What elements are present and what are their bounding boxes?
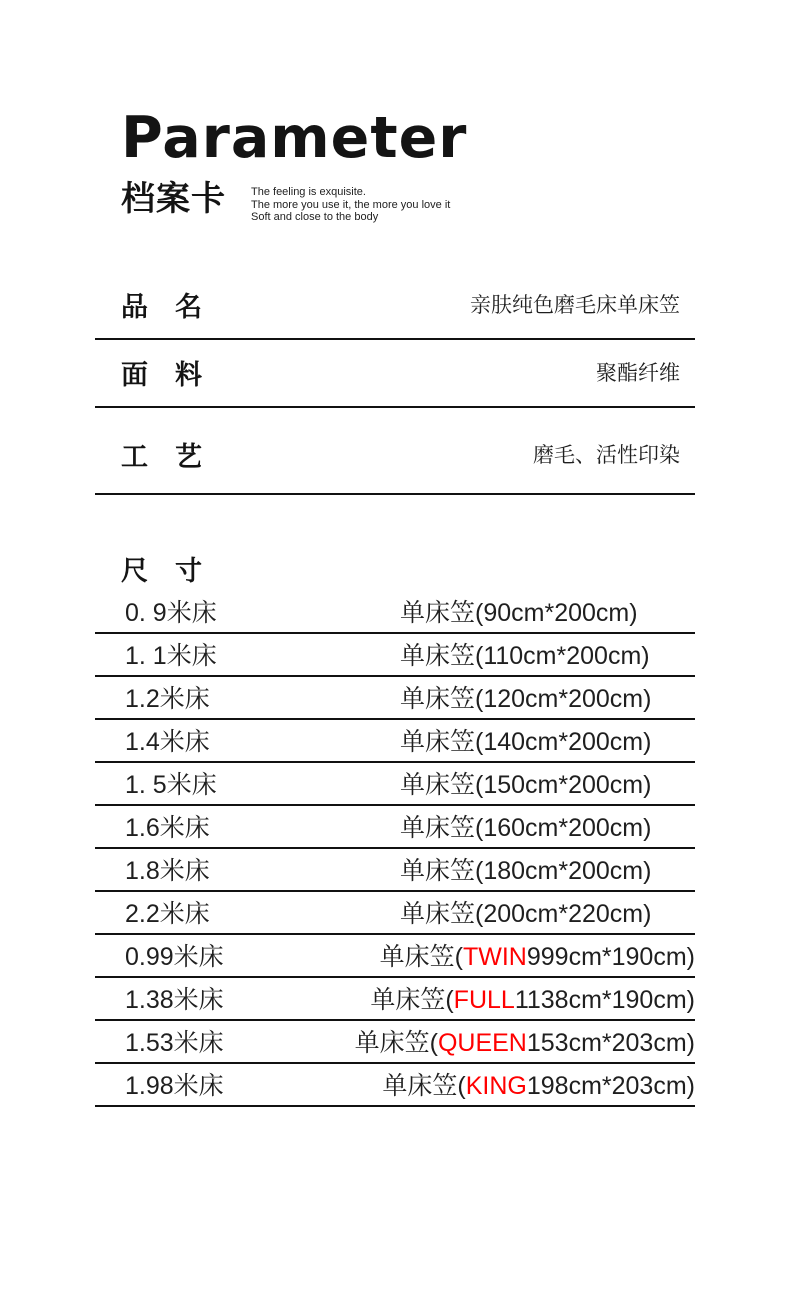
sheet-size-dimensions: 150cm*200cm): [483, 771, 652, 799]
sheet-size: [400, 894, 651, 930]
sheet-size-prefix: 单床笠(: [400, 814, 484, 842]
sheet-size-prefix: 单床笠(: [379, 943, 463, 971]
sheet-size-prefix: 单床笠(: [400, 771, 484, 799]
size-row: [95, 1064, 695, 1107]
bed-size: 0.99米床: [125, 943, 224, 971]
sheet-size: [400, 765, 651, 801]
sheet-size-dimensions: 90cm*200cm): [483, 599, 638, 627]
bed-size: 0. 9米床: [125, 599, 217, 627]
sheet-size-dimensions: 180cm*200cm): [483, 857, 652, 885]
sheet-size-dimensions: 110cm*200cm): [483, 642, 650, 670]
size-row: [95, 849, 695, 892]
sheet-size-prefix: 单床笠(: [354, 1029, 438, 1057]
bed-size: 1.98米床: [125, 1072, 224, 1100]
size-row: [95, 892, 695, 935]
sheet-size-dimensions: 200cm*220cm): [483, 900, 652, 928]
sheet-size-dimensions: 160cm*200cm): [483, 814, 652, 842]
sheet-size-prefix: 单床笠(: [400, 642, 484, 670]
sheet-size-dimensions: 153cm*203cm): [526, 1029, 695, 1057]
sheet-size-dimensions: 198cm*203cm): [526, 1072, 695, 1100]
parameter-card: [95, 0, 695, 1107]
tagline-line-1: The feeling is exquisite.: [251, 186, 366, 198]
sheet-size-dimensions: 120cm*200cm): [483, 685, 652, 713]
spec-row-product-name: [95, 272, 695, 340]
sheet-size-highlight: QUEEN: [437, 1029, 527, 1057]
size-row: [95, 720, 695, 763]
sheet-size-prefix: 单床笠(: [400, 685, 484, 713]
spec-value: 亲肤纯色磨毛床单床笠: [470, 294, 680, 317]
sheet-size-highlight: KING: [465, 1072, 527, 1100]
sheet-size-dimensions: 140cm*200cm): [483, 728, 652, 756]
spec-row-craft: [95, 408, 695, 495]
bed-size: 1.38米床: [125, 986, 224, 1014]
sheet-size: [400, 722, 651, 758]
bed-size: 1. 5米床: [125, 771, 217, 799]
sheet-size: [400, 679, 651, 715]
sheet-size-prefix: 单床笠(: [370, 986, 454, 1014]
size-section-title: 尺 寸: [121, 555, 202, 586]
sheet-size-prefix: 单床笠(: [400, 857, 484, 885]
spec-value: 聚酯纤维: [596, 362, 680, 385]
subtitle-chinese: 档案卡: [121, 180, 226, 218]
bed-size: 1.53米床: [125, 1029, 224, 1057]
subtitle-row: [121, 182, 695, 224]
sheet-size: [382, 1066, 695, 1102]
sheet-size-dimensions: 999cm*190cm): [526, 943, 695, 971]
size-row: [95, 591, 695, 634]
sheet-size: [400, 808, 651, 844]
page-title: Parameter: [121, 105, 468, 171]
bed-size: 2.2米床: [125, 900, 210, 928]
size-row: [95, 1021, 695, 1064]
sheet-size: [400, 593, 638, 629]
size-row: [95, 806, 695, 849]
sheet-size-prefix: 单床笠(: [400, 900, 484, 928]
size-row: [95, 763, 695, 806]
tagline-line-3: Soft and close to the body: [251, 211, 379, 223]
size-row: [95, 935, 695, 978]
sheet-size: [400, 636, 650, 672]
spec-label: 品 名: [121, 291, 202, 322]
spec-label: 面 料: [121, 359, 202, 390]
bed-size: 1.6米床: [125, 814, 210, 842]
spec-label: 工 艺: [121, 441, 202, 472]
spec-list: [95, 272, 695, 495]
tagline-line-2: The more you use it, the more you love it: [251, 198, 451, 211]
bed-size: 1.8米床: [125, 857, 210, 885]
size-row: [95, 978, 695, 1021]
size-row: [95, 677, 695, 720]
size-row: [95, 634, 695, 677]
bed-size: 1.2米床: [125, 685, 210, 713]
sheet-size: [400, 851, 651, 887]
bed-size: 1.4米床: [125, 728, 210, 756]
spec-row-fabric: [95, 340, 695, 408]
tagline-block: [251, 186, 450, 224]
sheet-size-prefix: 单床笠(: [400, 728, 484, 756]
sheet-size-highlight: FULL: [453, 986, 515, 1014]
bed-size: 1. 1米床: [125, 642, 217, 670]
sheet-size-prefix: 单床笠(: [400, 599, 484, 627]
sheet-size: [355, 1023, 695, 1059]
size-table: [95, 591, 695, 1107]
spec-value: 磨毛、活性印染: [533, 444, 680, 467]
sheet-size: [380, 937, 695, 973]
sheet-size: [370, 980, 695, 1016]
sheet-size-dimensions: 1138cm*190cm): [514, 986, 695, 1014]
sheet-size-prefix: 单床笠(: [382, 1072, 466, 1100]
sheet-size-highlight: TWIN: [462, 943, 527, 971]
